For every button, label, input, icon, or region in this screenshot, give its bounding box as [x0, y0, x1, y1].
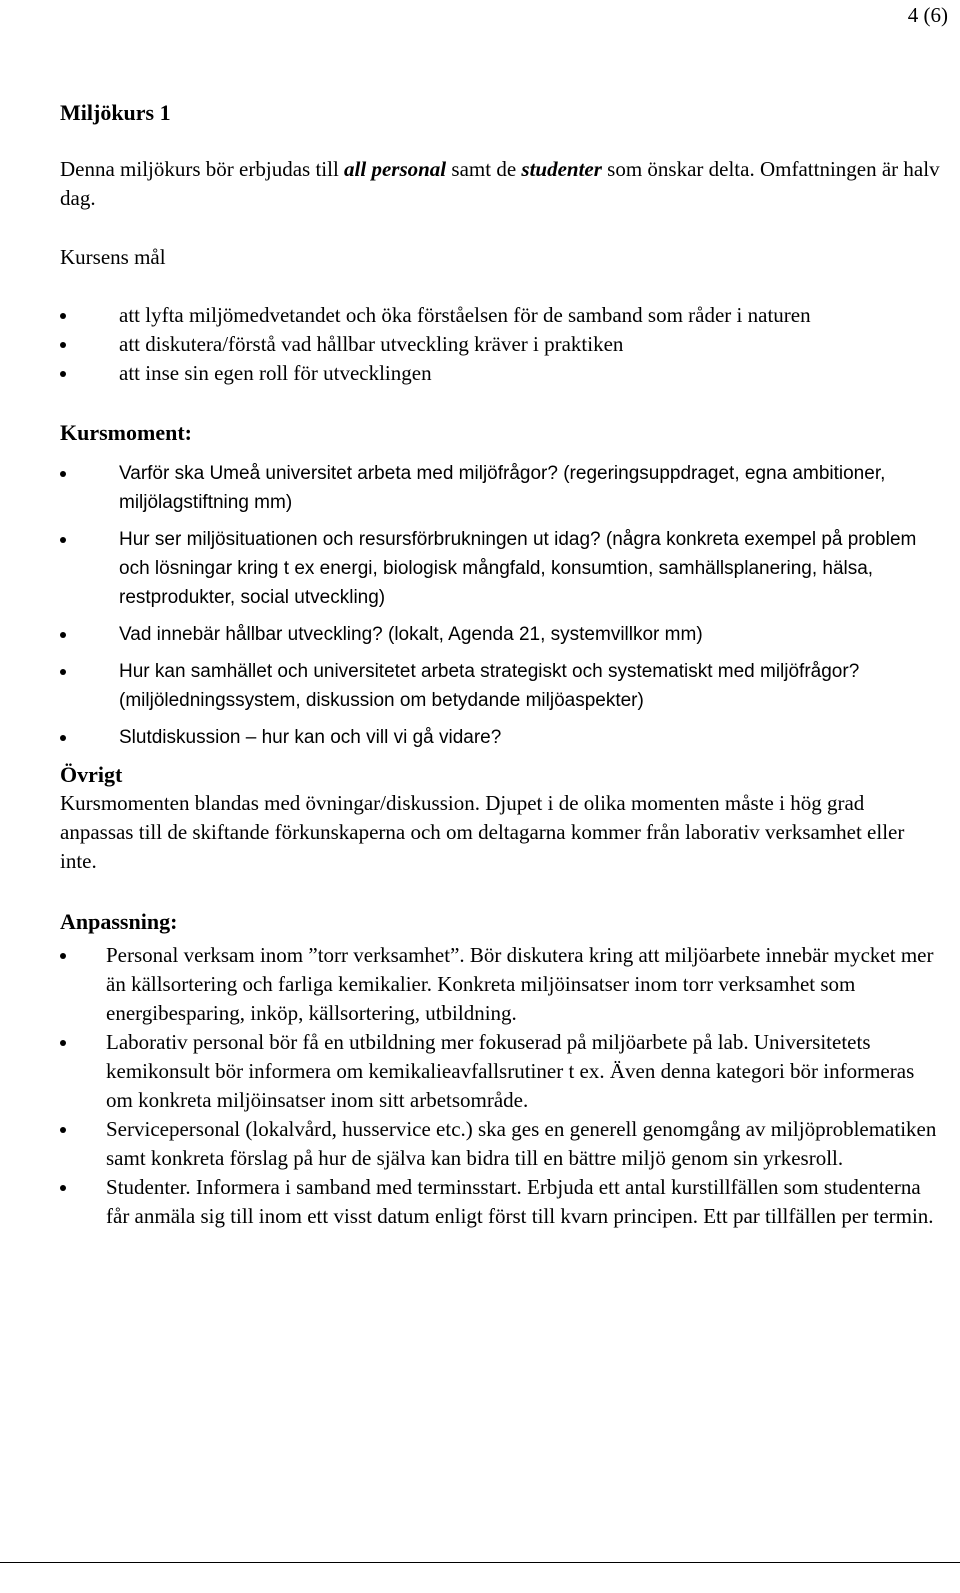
adaptation-item — [60, 1115, 940, 1173]
intro-emphasis-all-personal: all personal — [344, 157, 447, 181]
adaptation-list — [60, 941, 940, 1231]
moment-item — [60, 657, 940, 715]
bullet-icon — [60, 632, 66, 638]
moment-text: Hur kan samhället och universitetet arbeta strategiskt och systematiskt med miljöfrågor? (miljöledningssystem, diskussion om betydande miljöaspekter) — [119, 661, 860, 711]
intro-text-3: som önskar delta. Omfattningen är halv dag. — [60, 157, 940, 210]
bullet-icon — [60, 1185, 66, 1191]
intro-paragraph — [60, 155, 940, 213]
moments-list — [60, 459, 940, 752]
bullet-icon — [60, 1040, 66, 1046]
adaptation-item — [60, 1028, 940, 1115]
intro-text-1: Denna miljökurs bör erbjudas till — [60, 157, 345, 181]
bullet-icon — [60, 342, 66, 348]
bullet-icon — [60, 537, 66, 543]
moment-text: Vad innebär hållbar utveckling? (lokalt, Agenda 21, systemvillkor mm) — [119, 624, 703, 645]
bullet-icon — [60, 471, 66, 477]
moment-text: Slutdiskussion – hur kan och vill vi gå vidare? — [119, 727, 502, 748]
bullet-icon — [60, 313, 66, 319]
bullet-icon — [60, 735, 66, 741]
moment-text: Hur ser miljösituationen och resursförbrukningen ut idag? (några konkreta exempel på problem och lösningar kring t ex energi, biologisk mångfald, konsumtion, samhällsplanering, hälsa, restprodukter, social utveckling) — [119, 529, 917, 608]
page-title: Miljökurs 1 — [60, 100, 171, 125]
document-body — [60, 100, 940, 1231]
goal-text: att diskutera/förstå vad hållbar utveckling kräver i praktiken — [119, 332, 624, 356]
moments-heading: Kursmoment: — [60, 420, 192, 445]
goal-text: att inse sin egen roll för utvecklingen — [119, 361, 432, 385]
intro-emphasis-studenter: studenter — [521, 157, 602, 181]
goal-item — [60, 301, 940, 330]
goals-heading: Kursens mål — [60, 245, 166, 269]
bullet-icon — [60, 1127, 66, 1133]
moment-item — [60, 459, 940, 517]
goals-list — [60, 301, 940, 388]
adaptation-text: Studenter. Informera i samband med terminsstart. Erbjuda ett antal kurstillfällen som studenterna får anmäla sig till inom ett visst datum enligt först till kvarn principen. Ett par tillfällen per termin. — [106, 1175, 934, 1228]
adaptation-item — [60, 1173, 940, 1231]
goal-item — [60, 330, 940, 359]
adaptation-text: Laborativ personal bör få en utbildning mer fokuserad på miljöarbete på lab. Universitetets kemikonsult bör informera om kemikalieavfallsrutiner t ex. Även denna kategori bör informeras om konkreta miljöinsatser inom sitt arbetsområde. — [106, 1030, 915, 1112]
adaptation-text: Personal verksam inom ”torr verksamhet”. Bör diskutera kring att miljöarbete innebär mycket mer än källsortering och farliga kemikalier. Konkreta miljöinsatser inom torr verksamhet som energibesparing, inköp, källsortering, utbildning. — [106, 943, 934, 1025]
moment-item — [60, 620, 940, 649]
bullet-icon — [60, 953, 66, 959]
bullet-icon — [60, 669, 66, 675]
moment-item — [60, 525, 940, 612]
adaptation-item — [60, 941, 940, 1028]
intro-text-2: samt de — [446, 157, 522, 181]
moment-text: Varför ska Umeå universitet arbeta med miljöfrågor? (regeringsuppdraget, egna ambitioner, miljölagstiftning mm) — [119, 463, 886, 513]
goal-text: att lyfta miljömedvetandet och öka förståelsen för de samband som råder i naturen — [119, 303, 811, 327]
footer-divider — [0, 1562, 960, 1563]
adaptation-heading: Anpassning: — [60, 909, 178, 934]
other-paragraph: Kursmomenten blandas med övningar/diskussion. Djupet i de olika momenten måste i hög grad anpassas till de skiftande förkunskaperna och om deltagarna kommer från laborativ verksamhet eller inte. — [60, 791, 905, 873]
goal-item — [60, 359, 940, 388]
page-number: 4 (6) — [907, 3, 948, 27]
other-heading: Övrigt — [60, 762, 123, 787]
adaptation-text: Servicepersonal (lokalvård, husservice etc.) ska ges en generell genomgång av miljöproblematiken samt konkreta förslag på hur de själva kan bidra till en bättre miljö genom sin yrkesroll. — [106, 1117, 937, 1170]
bullet-icon — [60, 371, 66, 377]
moment-item — [60, 723, 940, 752]
